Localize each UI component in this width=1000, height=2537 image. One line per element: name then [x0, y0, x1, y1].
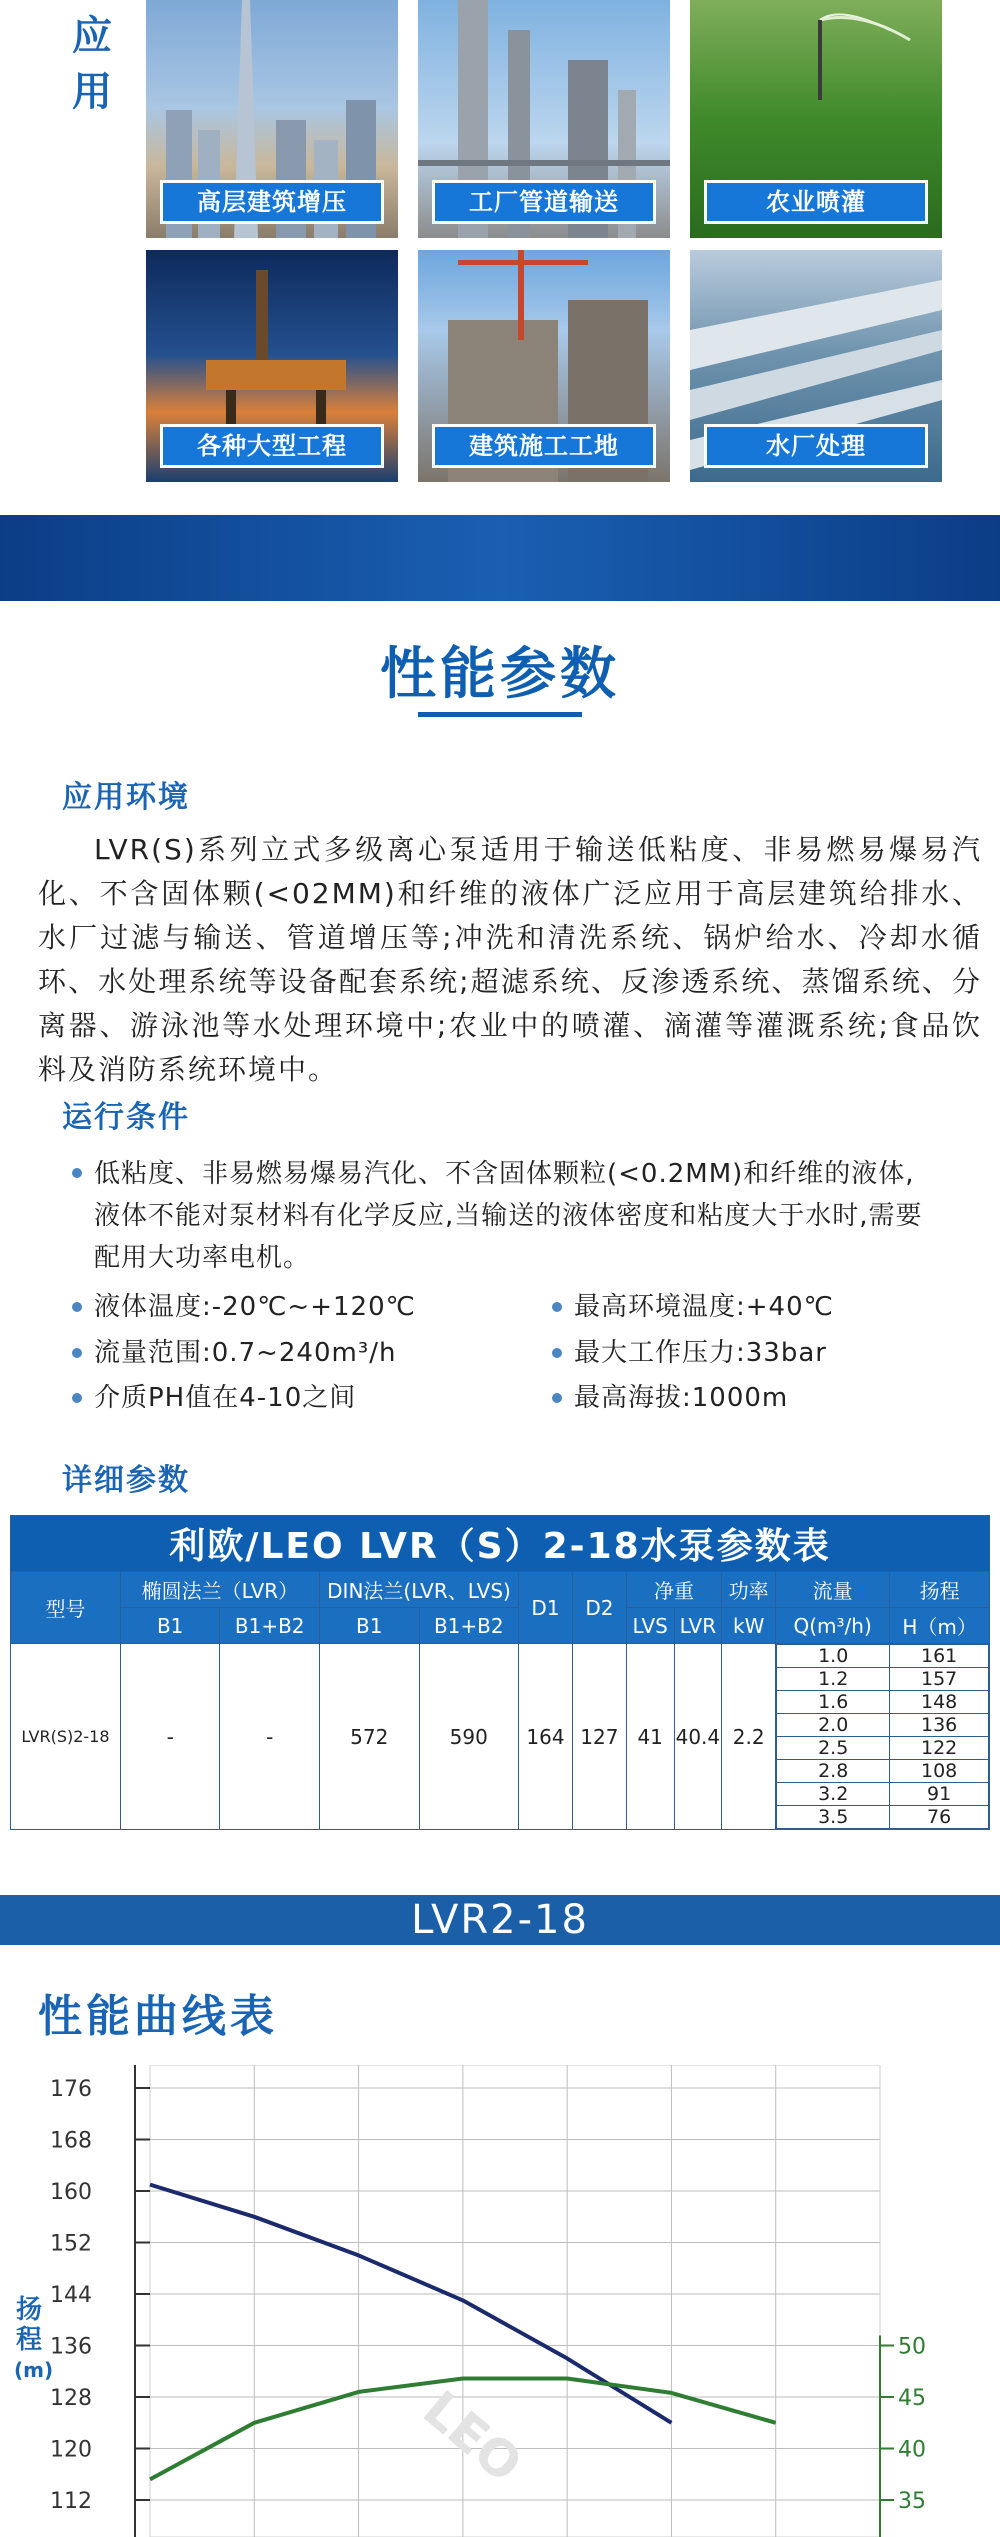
bullet-icon: [552, 1348, 562, 1358]
head-value: 161: [890, 1645, 989, 1668]
application-label: 高层建筑增压: [160, 180, 384, 224]
curve-title: 性能曲线表: [38, 1991, 278, 2042]
y-tick-label-left: 136: [50, 2334, 92, 2360]
y-axis-label-char: 程: [15, 2325, 42, 2355]
application-label: 工厂管道输送: [432, 180, 656, 224]
head-value: 76: [890, 1806, 989, 1829]
application-tile-large-projects: [146, 250, 398, 482]
flow-row: [777, 1806, 989, 1829]
header-flow: 流量: [776, 1572, 890, 1608]
flow-row: [777, 1760, 989, 1783]
header-d2: D2: [572, 1572, 626, 1644]
header-din-b1b2: B1+B2: [419, 1608, 519, 1644]
bullet-icon: [72, 1302, 82, 1312]
cell-lvr: 40.4: [674, 1644, 722, 1830]
condition-item: [574, 1287, 834, 1327]
header-din-b1: B1: [319, 1608, 419, 1644]
cell-kw: 2.2: [722, 1644, 776, 1830]
header-oval-b1: B1: [120, 1608, 220, 1644]
title-underline: [418, 712, 582, 717]
flow-value: 3.2: [777, 1783, 890, 1806]
flow-row: [777, 1714, 989, 1737]
performance-title: 性能参数: [380, 642, 620, 707]
head-value: 108: [890, 1760, 989, 1783]
y-tick-label-left: 144: [50, 2283, 92, 2308]
condition-item: [574, 1378, 788, 1418]
cell-oval-b1: -: [120, 1644, 220, 1830]
cell-oval-b1b2: -: [220, 1644, 320, 1830]
flow-row: [777, 1668, 989, 1691]
header-lvr: LVR: [674, 1608, 722, 1644]
bullet-icon: [72, 1348, 82, 1358]
y-tick-label-left: 168: [50, 2128, 92, 2154]
flow-value: 2.8: [777, 1760, 890, 1783]
header-weight: 净重: [626, 1572, 721, 1608]
performance-chart: [0, 2065, 1000, 2537]
application-label: 建筑施工工地: [432, 424, 656, 468]
parameter-table: [10, 1515, 990, 1830]
flow-value: 3.5: [777, 1806, 890, 1829]
head-value: 157: [890, 1668, 989, 1691]
bullet-icon: [72, 1393, 82, 1403]
applications-section: [0, 0, 1000, 500]
decorative-banner: [0, 515, 1000, 601]
flow-row: [777, 1783, 989, 1806]
y-tick-label-left: 120: [50, 2437, 92, 2463]
header-flow-unit: Q(m³/h): [776, 1608, 890, 1644]
flow-value: 2.5: [777, 1737, 890, 1760]
env-subtitle: 应用环境: [62, 780, 190, 815]
y-tick-label-right: 35: [898, 2489, 926, 2514]
condition-text: 介质PH值在4-10之间: [94, 1383, 357, 1413]
flow-row: [777, 1691, 989, 1714]
header-head-unit: H（m）: [890, 1608, 990, 1644]
y-tick-label-left: 112: [50, 2489, 92, 2514]
head-value: 122: [890, 1737, 989, 1760]
condition-text: 最大工作压力:33bar: [574, 1338, 827, 1368]
y-tick-label-left: 176: [50, 2077, 92, 2102]
application-tile-water-plant: [690, 250, 942, 482]
y-tick-label-right: 40: [898, 2437, 926, 2463]
cell-d1: 164: [519, 1644, 573, 1830]
y-tick-label-left: 152: [50, 2231, 92, 2257]
header-oval-flange: 椭圆法兰（LVR）: [120, 1572, 319, 1608]
flow-value: 1.2: [777, 1668, 890, 1691]
header-head: 扬程: [890, 1572, 990, 1608]
condition-item: [94, 1333, 397, 1373]
head-value: 136: [890, 1714, 989, 1737]
header-kw: kW: [722, 1608, 776, 1644]
env-description: LVR(S)系列立式多级离心泵适用于输送低粘度、非易燃易爆易汽化、不含固体颗(<02MM)和纤维的液体广泛应用于高层建筑给排水、水厂过滤与输送、管道增压等;冲洗和清洗系统、锅炉给水、冷却水循环、水处理系统等设备配套系统;超滤系统、反渗透系统、蒸馏系统、分离器、游泳池等水处理环境中;农业中的喷灌、滴灌等灌溉系统;食品饮料及消防系统环境中。: [38, 833, 982, 1086]
cell-model: LVR(S)2-18: [11, 1644, 121, 1830]
application-tile-agriculture: [690, 0, 942, 238]
y-axis-label: [14, 2295, 54, 2385]
condition-item: [94, 1378, 356, 1418]
header-oval-b1b2: B1+B2: [220, 1608, 320, 1644]
cell-lvs: 41: [626, 1644, 674, 1830]
bullet-icon: [552, 1302, 562, 1312]
condition-text: 最高环境温度:+40℃: [574, 1292, 834, 1322]
detail-subtitle: 详细参数: [62, 1463, 190, 1498]
condition-text: 流量范围:0.7~240m³/h: [94, 1338, 397, 1368]
applications-char: 用: [72, 69, 112, 115]
header-model: 型号: [11, 1572, 121, 1644]
flow-head-cell: [776, 1644, 990, 1830]
condition-main-item: [94, 1153, 934, 1279]
condition-main-text: 低粘度、非易燃易爆易汽化、不含固体颗粒(<0.2MM)和纤维的液体,液体不能对泵材料有化学反应,当输送的液体密度和粘度大于水时,需要配用大功率电机。: [94, 1159, 923, 1273]
flow-value: 1.0: [777, 1645, 890, 1668]
header-lvs: LVS: [626, 1608, 674, 1644]
watermark-text: LEO: [412, 2379, 533, 2494]
y-tick-label-left: 160: [50, 2180, 92, 2205]
application-label: 各种大型工程: [160, 424, 384, 468]
head-value: 91: [890, 1783, 989, 1806]
condition-text: 最高海拔:1000m: [574, 1383, 789, 1413]
bullet-icon: [72, 1168, 82, 1178]
header-power: 功率: [722, 1572, 776, 1608]
flow-value: 1.6: [777, 1691, 890, 1714]
cell-din-b1b2: 590: [419, 1644, 519, 1830]
applications-char: 应: [72, 13, 112, 59]
applications-vertical-label: [62, 8, 122, 120]
application-tile-high-rise: [146, 0, 398, 238]
flow-row: [777, 1737, 989, 1760]
y-tick-label-right: 45: [898, 2386, 926, 2411]
application-label: 水厂处理: [704, 424, 928, 468]
condition-text: 液体温度:-20℃~+120℃: [94, 1292, 416, 1322]
head-value: 148: [890, 1691, 989, 1714]
y-axis-label-char: (m): [14, 2358, 54, 2382]
chart-svg: [0, 2065, 1000, 2537]
flow-head-list: [776, 1644, 989, 1829]
y-tick-label-right: 50: [898, 2334, 926, 2360]
table-row: [11, 1644, 990, 1830]
flow-row: [777, 1645, 989, 1668]
bullet-icon: [552, 1393, 562, 1403]
application-label: 农业喷灌: [704, 180, 928, 224]
cell-d2: 127: [572, 1644, 626, 1830]
cell-din-b1: 572: [319, 1644, 419, 1830]
y-tick-label-left: 128: [50, 2386, 92, 2411]
condition-item: [574, 1333, 827, 1373]
condition-item: [94, 1287, 416, 1327]
flow-value: 2.0: [777, 1714, 890, 1737]
header-din-flange: DIN法兰(LVR、LVS): [319, 1572, 518, 1608]
application-tile-construction-site: [418, 250, 670, 482]
conditions-subtitle: 运行条件: [62, 1100, 190, 1135]
y-axis-label-char: 扬: [15, 2295, 42, 2325]
model-bar: LVR2-18: [0, 1895, 1000, 1945]
header-d1: D1: [519, 1572, 573, 1644]
table-title: 利欧/LEO LVR（S）2-18水泵参数表: [11, 1516, 990, 1572]
application-tile-factory-pipeline: [418, 0, 670, 238]
